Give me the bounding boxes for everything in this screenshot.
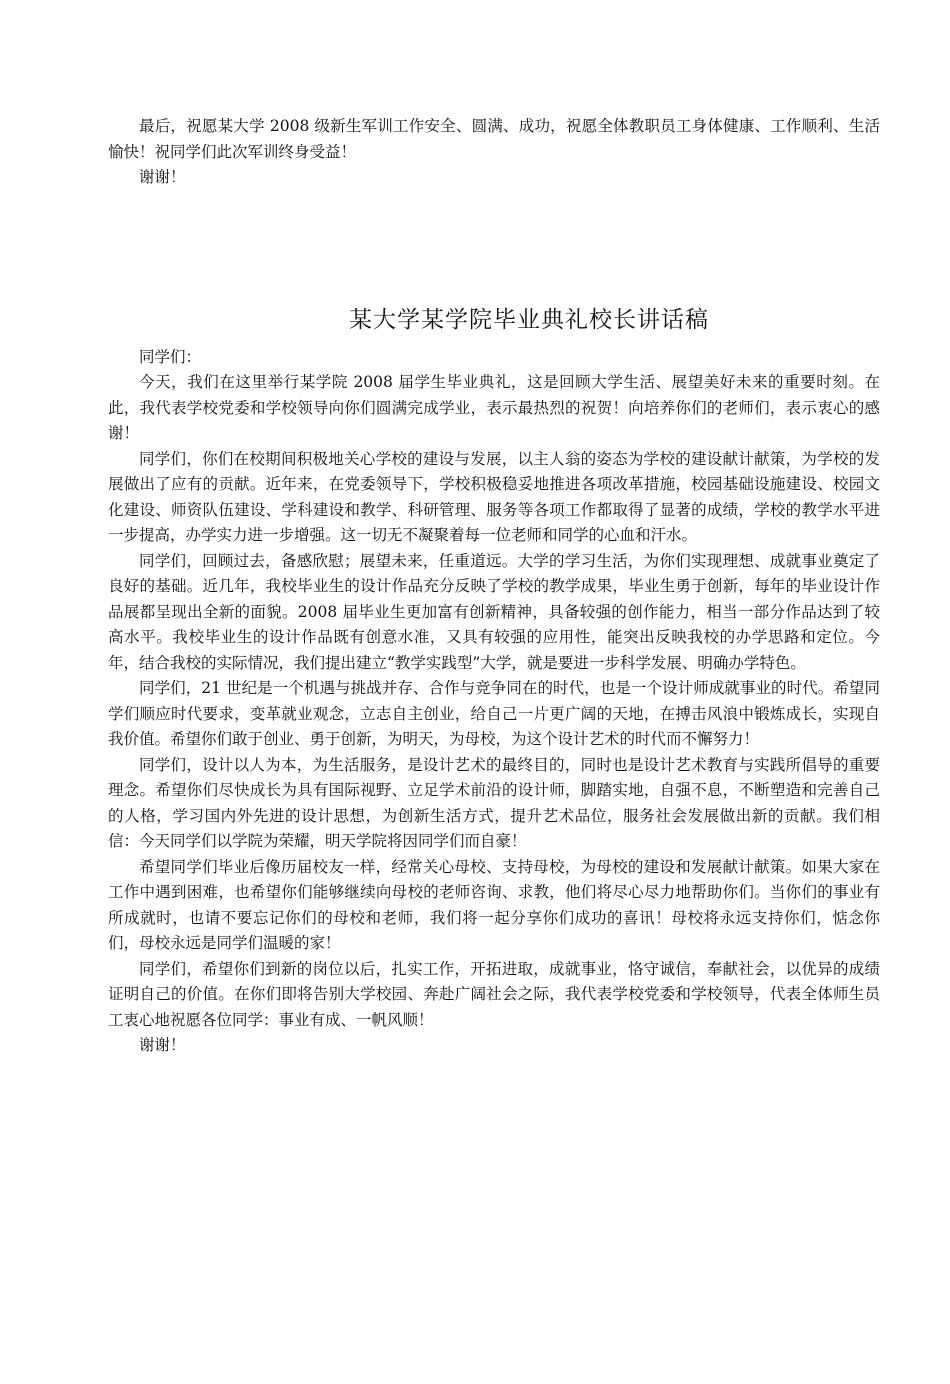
speech-paragraph: 同学们，21 世纪是一个机遇与挑战并存、合作与竞争同在的时代，也是一个设计师成就事业的时代。希望同学们顺应时代要求，变革就业观念，立志自主创业，给自己一片更广阔的天地，在搏击风浪中锻炼成长，实现自我价值。希望你们敢于创业、勇于创新，为明天，为母校，为这个设计艺术的时代而不懈努力！ [108, 679, 880, 748]
previous-thanks: 谢谢！ [139, 168, 186, 186]
previous-section [108, 114, 880, 191]
speech-paragraph: 同学们，你们在校期间积极地关心学校的建设与发展，以主人翁的姿态为学校的建设献计献策，为学校的发展做出了应有的贡献。近年来，在党委领导下，学校积极稳妥地推进各项改革措施，校园基础设施建设、校园文化建设、师资队伍建设、学科建设和教学、科研管理、服务等各项工作都取得了显著的成绩，学校的教学水平进一步提高，办学实力进一步增强。这一切无不凝聚着每一位老师和同学的心血和汗水。 [108, 449, 880, 544]
document-page [108, 114, 880, 1059]
speech-title: 某大学某学院毕业典礼校长讲话稿 [349, 306, 709, 333]
speech-paragraph: 今天，我们在这里举行某学院 2008 届学生毕业典礼，这是回顾大学生活、展望美好未来的重要时刻。在此，我代表学校党委和学校领导向你们圆满完成学业，表示最热烈的祝贺！向培养你们的老师们，表示衷心的感谢！ [108, 373, 880, 442]
closing-paragraph: 最后，祝愿某大学 2008 级新生军训工作安全、圆满、成功，祝愿全体教职员工身体健康、工作顺利、生活愉快！祝同学们此次军训终身受益！ [108, 117, 880, 161]
speech-section [108, 303, 880, 1059]
speech-thanks: 谢谢！ [139, 1036, 186, 1054]
salutation: 同学们： [139, 347, 202, 366]
speech-paragraph: 希望同学们毕业后像历届校友一样，经常关心母校、支持母校，为母校的建设和发展献计献策。如果大家在工作中遇到困难，也希望你们能够继续向母校的老师咨询、求教，他们将尽心尽力地帮助你们。当你们的事业有所成就时，也请不要忘记你们的母校和老师，我们将一起分享你们成功的喜讯！母校将永远支持你们，惦念你们，母校永远是同学们温暖的家！ [108, 857, 880, 952]
speech-paragraph: 同学们，回顾过去，备感欣慰；展望未来，任重道远。大学的学习生活，为你们实现理想、成就事业奠定了良好的基础。近几年，我校毕业生的设计作品充分反映了学校的教学成果，毕业生勇于创新，每年的毕业设计作品展都呈现出全新的面貌。2008 届毕业生更加富有创新精神，具备较强的创作能力，相当一部分作品达到了较高水平。我校毕业生的设计作品既有创意水准，又具有较强的应用性，能突出反映我校的办学思路和定位。今年，结合我校的实际情况，我们提出建立“教学实践型”大学，就是要进一步科学发展、明确办学特色。 [108, 551, 880, 672]
speech-paragraph: 同学们，设计以人为本，为生活服务，是设计艺术的最终目的，同时也是设计艺术教育与实践所倡导的重要理念。希望你们尽快成长为具有国际视野、立足学术前沿的设计师，脚踏实地，自强不息，不断塑造和完善自己的人格，学习国内外先进的设计思想，为创新生活方式，提升艺术品位，服务社会发展做出新的贡献。我们相信：今天同学们以学院为荣耀，明天学院将因同学们而自豪！ [108, 755, 880, 850]
speech-paragraph: 同学们，希望你们到新的岗位以后，扎实工作，开拓进取，成就事业，恪守诚信，奉献社会，以优异的成绩证明自己的价值。在你们即将告别大学校园、奔赴广阔社会之际，我代表学校党委和学校领导，代表全体师生员工衷心地祝愿各位同学：事业有成、一帆风顺！ [108, 959, 880, 1029]
